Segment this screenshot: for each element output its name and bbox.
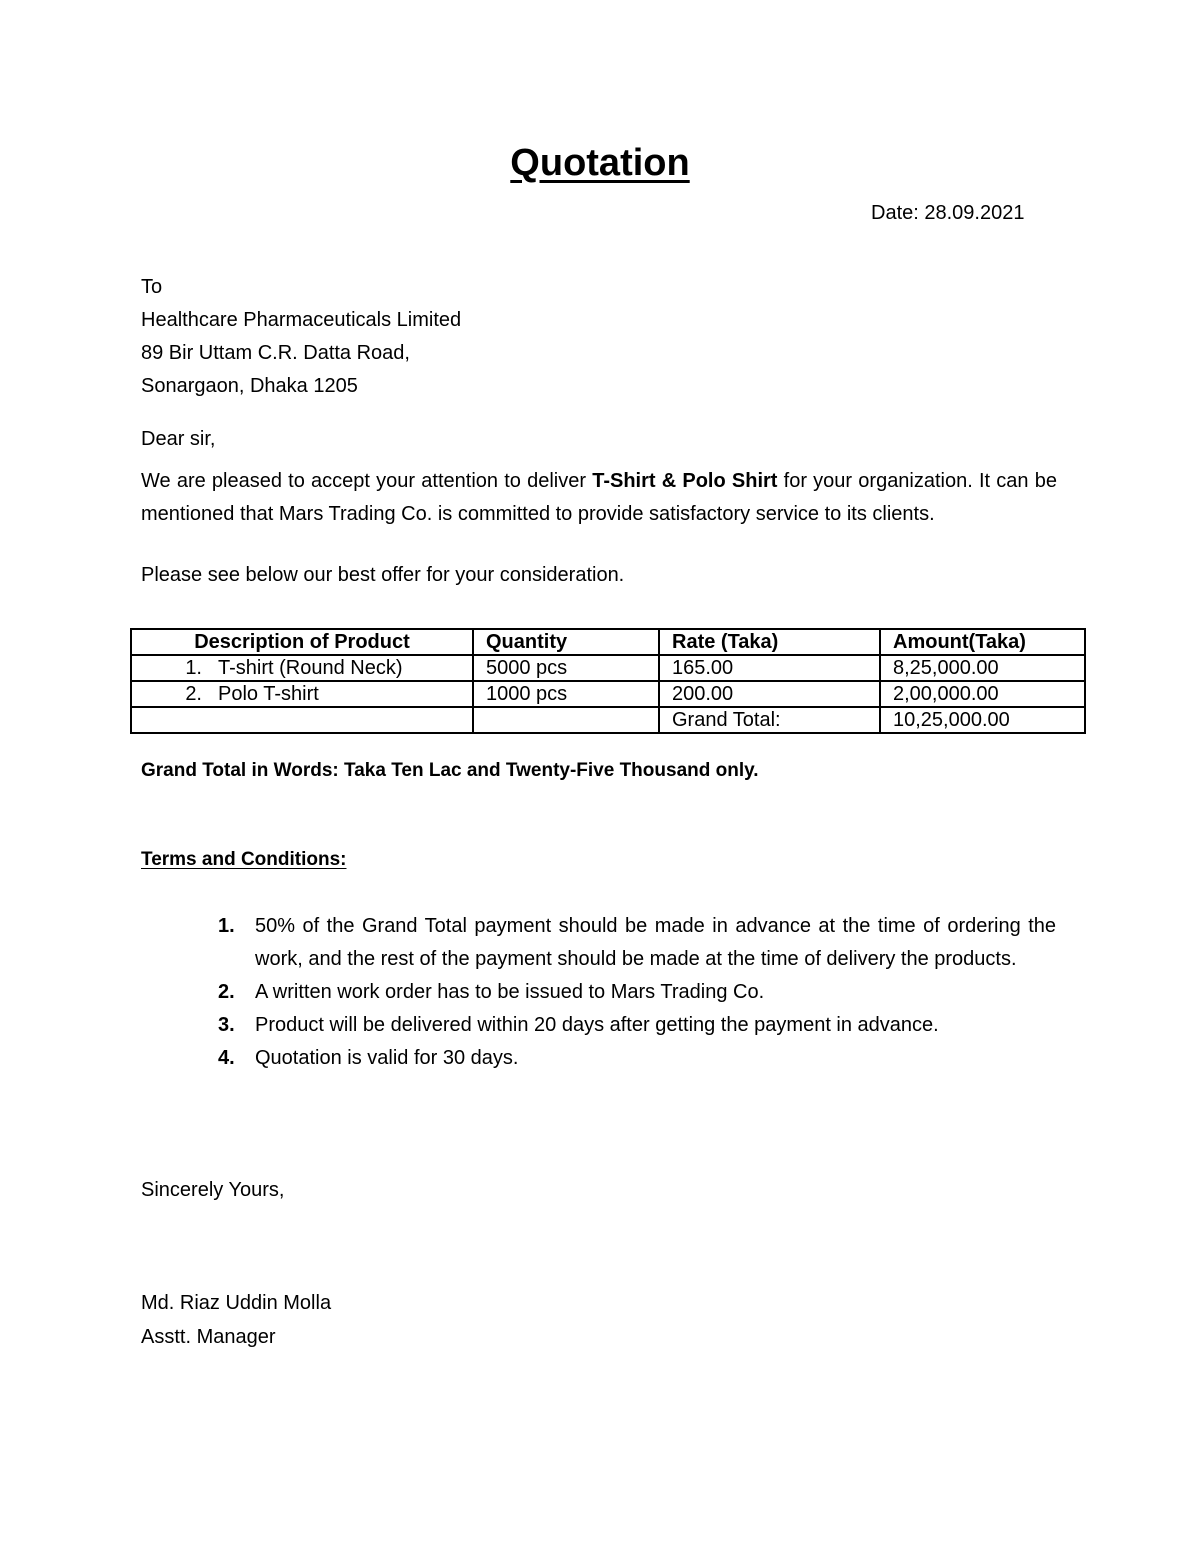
term-text: Product will be delivered within 20 days after getting the payment in advance. <box>255 1014 939 1036</box>
cell-rate: 165.00 <box>659 655 880 681</box>
document-date: Date: 28.09.2021 <box>871 202 1025 224</box>
intro-products-bold: T-Shirt & Polo Shirt <box>592 470 778 492</box>
term-number: 1. <box>218 915 235 937</box>
greeting: Dear sir, <box>141 428 216 450</box>
list-item <box>218 976 1056 1009</box>
cell-empty <box>473 707 659 733</box>
list-item <box>218 1042 1056 1075</box>
grand-total-value: 10,25,000.00 <box>880 707 1085 733</box>
table-row <box>131 681 1085 707</box>
signer-name: Md. Riaz Uddin Molla <box>141 1292 332 1314</box>
term-number: 2. <box>218 981 235 1003</box>
signer-block <box>141 1286 331 1354</box>
grand-total-label: Grand Total: <box>659 707 880 733</box>
table-header-row <box>131 629 1085 655</box>
signer-designation: Asstt. Manager <box>141 1326 276 1348</box>
table-total-row <box>131 707 1085 733</box>
document-title: Quotation <box>510 142 690 184</box>
cell-amount: 2,00,000.00 <box>880 681 1085 707</box>
list-item <box>218 1009 1056 1042</box>
term-text: A written work order has to be issued to Mars Trading Co. <box>255 981 765 1003</box>
intro-text-after: for your organization. It can be mentioned that Mars Trading Co. is committed to provide satisfactory service to its clients. <box>141 470 1057 525</box>
term-number: 4. <box>218 1047 235 1069</box>
row-description: T-shirt (Round Neck) <box>218 657 403 679</box>
intro-text-before: We are pleased to accept your attention to deliver <box>141 470 593 492</box>
recipient-block <box>141 271 461 403</box>
table-row <box>131 655 1085 681</box>
terms-heading: Terms and Conditions: <box>141 849 347 870</box>
cell-description <box>131 655 473 681</box>
header-description: Description of Product <box>131 629 473 655</box>
offer-line: Please see below our best offer for your consideration. <box>141 564 625 586</box>
terms-list <box>218 910 1056 1075</box>
row-number: 2. <box>185 683 202 705</box>
cell-empty <box>131 707 473 733</box>
recipient-address-line1: 89 Bir Uttam C.R. Datta Road, <box>141 342 410 364</box>
term-text: 50% of the Grand Total payment should be made in advance at the time of ordering the work, and the rest of the payment should be made at the time of delivery the products. <box>255 915 1056 970</box>
row-description: Polo T-shirt <box>218 683 319 705</box>
header-amount: Amount(Taka) <box>880 629 1085 655</box>
intro-paragraph <box>141 465 1057 531</box>
recipient-name: Healthcare Pharmaceuticals Limited <box>141 309 462 331</box>
cell-rate: 200.00 <box>659 681 880 707</box>
cell-amount: 8,25,000.00 <box>880 655 1085 681</box>
cell-quantity: 1000 pcs <box>473 681 659 707</box>
row-number: 1. <box>185 657 202 679</box>
header-quantity: Quantity <box>473 629 659 655</box>
recipient-to: To <box>141 276 163 298</box>
term-text: Quotation is valid for 30 days. <box>255 1047 519 1069</box>
header-rate: Rate (Taka) <box>659 629 880 655</box>
recipient-address-line2: Sonargaon, Dhaka 1205 <box>141 375 358 397</box>
quotation-table <box>130 628 1086 734</box>
closing-line: Sincerely Yours, <box>141 1179 285 1201</box>
grand-total-in-words: Grand Total in Words: Taka Ten Lac and Twenty-Five Thousand only. <box>141 760 759 781</box>
term-number: 3. <box>218 1014 235 1036</box>
cell-description <box>131 681 473 707</box>
cell-quantity: 5000 pcs <box>473 655 659 681</box>
list-item <box>218 910 1056 976</box>
